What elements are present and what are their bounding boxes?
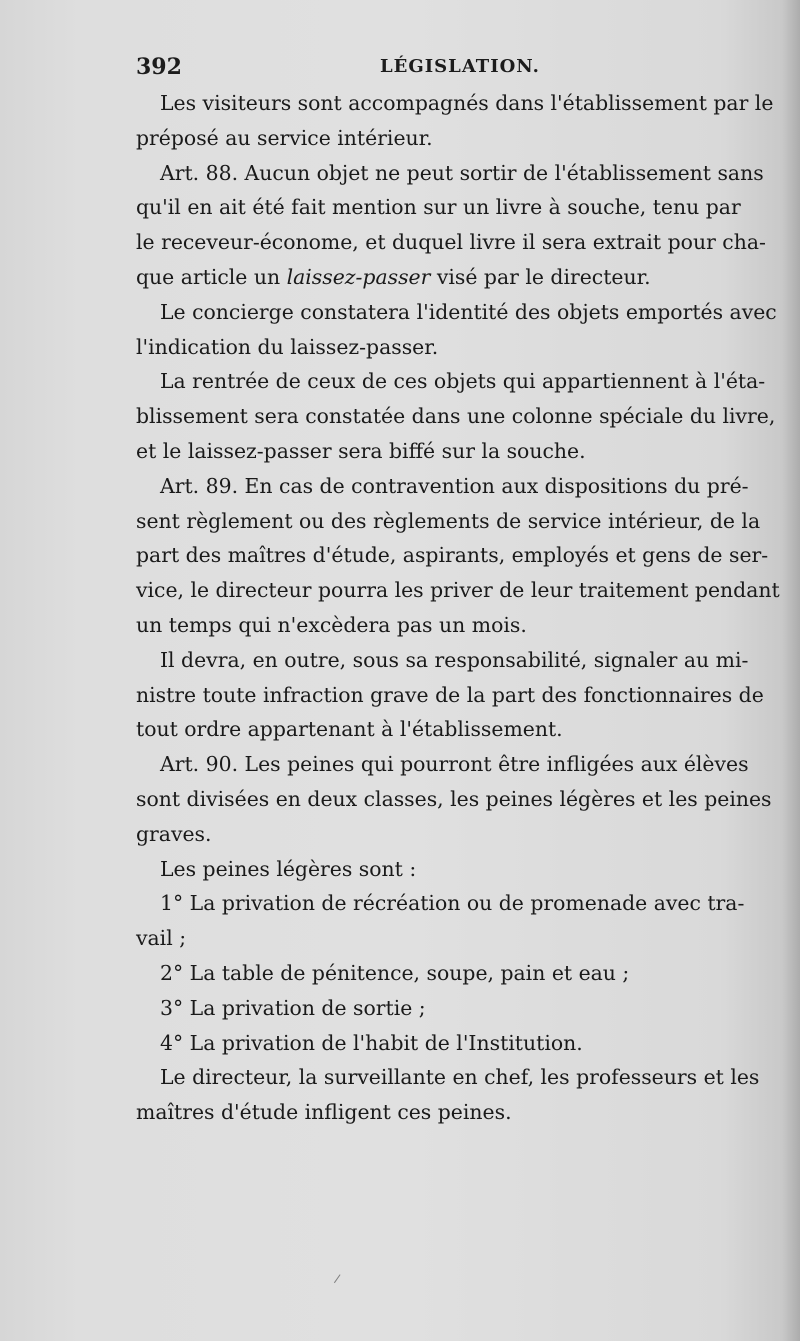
text-line bbox=[136, 260, 734, 295]
text-line: sont divisées en deux classes, les peines légères et les peines bbox=[136, 786, 772, 811]
text-line: vail ; bbox=[136, 926, 187, 951]
body-text bbox=[136, 86, 780, 1130]
text-line: tout ordre appartenant à l'établissement. bbox=[136, 717, 563, 742]
text-line: Le concierge constatera l'identité des objets emportés avec bbox=[160, 299, 777, 324]
text-line: part des maîtres d'étude, aspirants, employés et gens de ser- bbox=[136, 543, 769, 568]
text-line: Art. 89. En cas de contravention aux dispositions du pré- bbox=[160, 473, 749, 498]
text-line: Art. 90. Les peines qui pourront être infligées aux élèves bbox=[160, 752, 749, 777]
text-line: vice, le directeur pourra les priver de leur traitement pendant bbox=[136, 578, 780, 603]
italic-term: laissez-passer bbox=[286, 264, 431, 289]
text-line: 1° La privation de récréation ou de promenade avec tra- bbox=[160, 891, 745, 916]
text-line: l'indication du laissez-passer. bbox=[136, 334, 439, 359]
text-line: maîtres d'étude infligent ces peines. bbox=[136, 1100, 512, 1125]
page-header bbox=[136, 54, 732, 84]
text-line: Il devra, en outre, sous sa responsabilité, signaler au mi- bbox=[160, 647, 749, 672]
running-title: LÉGISLATION. bbox=[380, 56, 540, 77]
text-line: et le laissez-passer sera biffé sur la souche. bbox=[136, 438, 586, 463]
text-line: le receveur-économe, et duquel livre il sera extrait pour cha- bbox=[136, 230, 766, 255]
text-fragment: visé par le directeur. bbox=[430, 264, 651, 289]
text-line: graves. bbox=[136, 821, 212, 846]
text-line: Art. 88. Aucun objet ne peut sortir de l'établissement sans bbox=[160, 160, 764, 185]
text-line: qu'il en ait été fait mention sur un livre à souche, tenu par bbox=[136, 195, 741, 220]
text-fragment: que article un bbox=[136, 264, 287, 289]
text-line: Le directeur, la surveillante en chef, les professeurs et les bbox=[160, 1065, 760, 1090]
text-line: La rentrée de ceux de ces objets qui appartiennent à l'éta- bbox=[160, 369, 766, 394]
page-edge-shadow bbox=[782, 0, 800, 1341]
stray-ink-mark bbox=[334, 1274, 347, 1287]
text-line: préposé au service intérieur. bbox=[136, 125, 433, 150]
text-line: 3° La privation de sortie ; bbox=[160, 995, 426, 1020]
text-line: 4° La privation de l'habit de l'Institution. bbox=[160, 1030, 583, 1055]
text-line: Les visiteurs sont accompagnés dans l'établissement par le bbox=[160, 91, 774, 115]
text-line: 2° La table de pénitence, soupe, pain et eau ; bbox=[160, 960, 630, 985]
page-number: 392 bbox=[136, 54, 182, 80]
text-line: Les peines légères sont : bbox=[160, 856, 417, 881]
text-line: un temps qui n'excèdera pas un mois. bbox=[136, 612, 527, 637]
text-line: nistre toute infraction grave de la part des fonctionnaires de bbox=[136, 682, 764, 707]
text-line: blissement sera constatée dans une colonne spéciale du livre, bbox=[136, 404, 776, 429]
text-line: sent règlement ou des règlements de service intérieur, de la bbox=[136, 508, 761, 533]
